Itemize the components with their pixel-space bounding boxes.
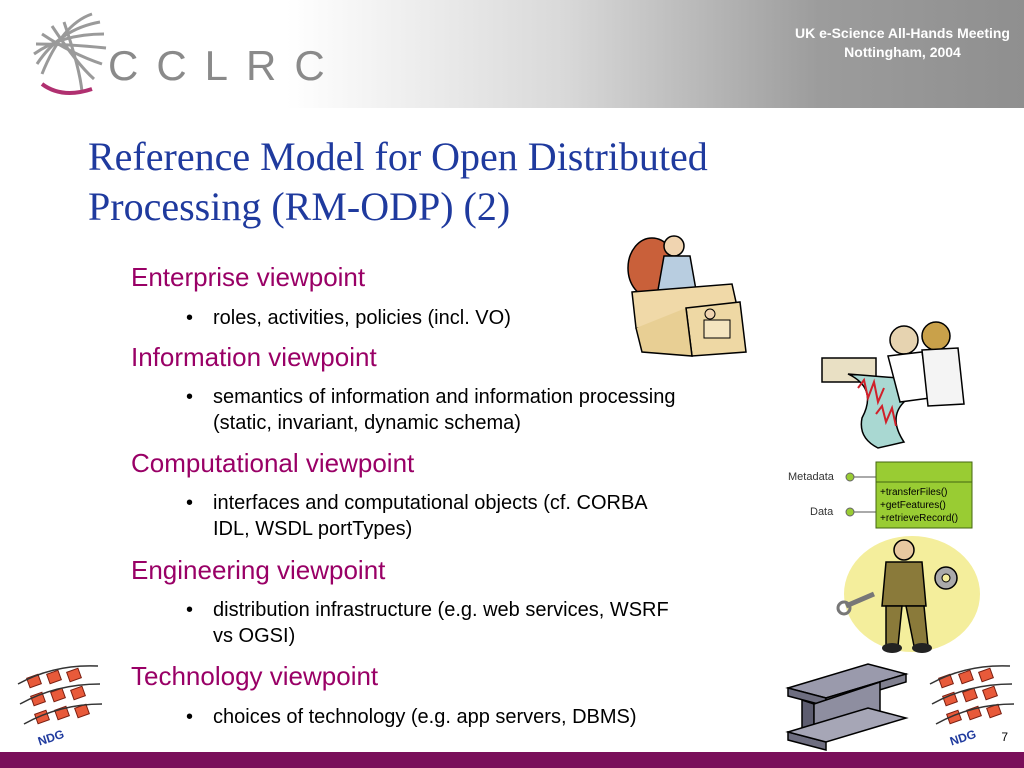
cclrc-logo-text: CCLRC [108,42,343,89]
uml-port-metadata-icon [846,473,854,481]
bullet-marker: • [186,492,194,514]
uml-method-retrieve-record: +retrieveRecord() [880,513,959,524]
viewpoint-bullet-technology: • choices of technology (e.g. app servers, DBMS) [186,706,637,728]
uml-interface-diagram [780,460,976,532]
uml-port-data-icon [846,508,854,516]
footer-bar [0,752,1024,768]
slide-title [88,132,828,232]
slide-title-line1: Reference Model for Open Distributed [88,134,708,179]
page-number: 7 [1001,730,1008,744]
bullet-marker: • [186,599,194,621]
ndg-logo-right-text: NDG [948,726,978,749]
viewpoint-bullet-enterprise: • roles, activities, policies (incl. VO) [186,307,511,329]
viewpoint-bullet-engineering: • distribution infrastructure (e.g. web services, WSRF vs OGSI) [186,599,669,647]
viewpoint-heading-information: Information viewpoint [131,342,377,372]
uml-port-metadata-label: Metadata [788,471,834,483]
uml-method-get-features: +getFeatures() [880,500,946,511]
ndg-logo-left-icon [4,654,108,750]
viewpoint-bullet-computational: • interfaces and computational objects (cf. CORBA IDL, WSDL portTypes) [186,492,648,540]
bullet-marker: • [186,307,194,329]
uml-port-data-label: Data [810,506,834,518]
slide-title-line2: Processing (RM-ODP) (2) [88,184,511,229]
engineer-wrench-gear-clipart-icon [834,536,980,654]
bullet-marker: • [186,386,194,408]
steel-i-beam-clipart-icon [784,660,910,752]
conference-title: UK e-Science All-Hands Meeting [795,25,1010,41]
bullet-marker: • [186,706,194,728]
header-banner [0,0,1024,108]
viewpoint-bullet-information: • semantics of information and information processing (static, invariant, dynamic schema) [186,386,676,434]
viewpoint-heading-computational: Computational viewpoint [131,448,415,478]
scientists-seismograph-clipart-icon [818,318,968,452]
cclrc-globe-logo-icon [22,4,112,104]
businessman-desk-clipart-icon [612,228,760,358]
viewpoint-heading-engineering: Engineering viewpoint [131,555,386,585]
viewpoint-heading-enterprise: Enterprise viewpoint [131,262,366,292]
uml-method-transfer-files: +transferFiles() [880,487,948,498]
conference-info [795,24,1010,62]
ndg-logo-left-text: NDG [36,726,66,749]
viewpoint-heading-technology: Technology viewpoint [131,661,379,691]
conference-location: Nottingham, 2004 [844,44,961,60]
